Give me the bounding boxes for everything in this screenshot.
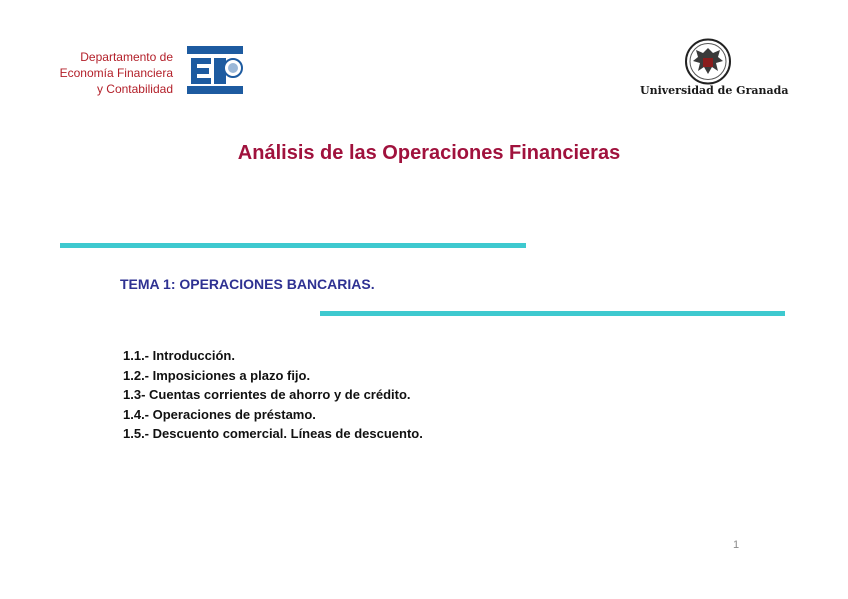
department-line: Economía Financiera (59, 66, 173, 80)
department-name (40, 49, 173, 97)
university-crest (683, 38, 733, 85)
department-line: Departamento de (80, 50, 173, 64)
topic-item: 1.2.- Imposiciones a plazo fijo. (123, 367, 311, 383)
university-name: Universidad de Granada (640, 84, 789, 97)
accent-rule-bottom (320, 311, 785, 316)
topic-item: 1.3- Cuentas corrientes de ahorro y de crédito. (123, 387, 411, 402)
topic-item: 1.4.- Operaciones de préstamo. (123, 406, 316, 422)
topic-item: 1.5.- Descuento comercial. Líneas de descuento. (123, 426, 423, 441)
accent-rule-top (60, 243, 526, 248)
topic-item: 1.1.- Introducción. (123, 348, 235, 363)
topic-list (123, 346, 423, 444)
page-title: Análisis de las Operaciones Financieras (237, 142, 621, 164)
topic-title: TEMA 1: OPERACIONES BANCARIAS. (120, 276, 375, 292)
department-line: y Contabilidad (96, 82, 173, 96)
page-number: 1 (733, 539, 740, 551)
department-logo (187, 44, 243, 94)
